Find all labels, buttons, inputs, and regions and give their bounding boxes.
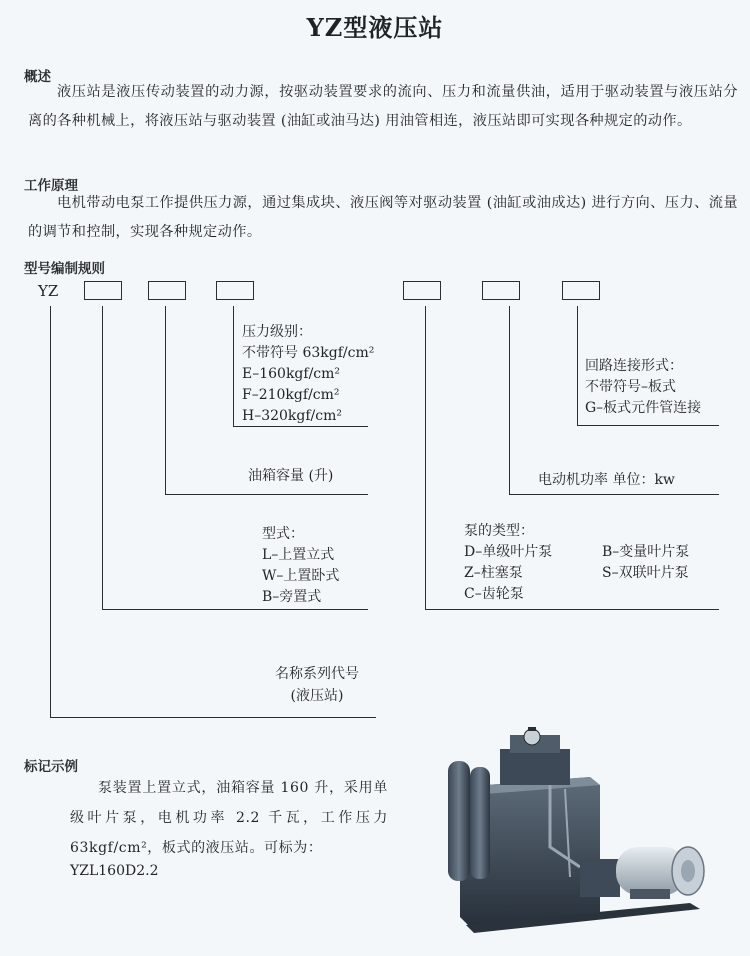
leader-circuit-base xyxy=(577,425,719,426)
leader-series xyxy=(50,306,51,718)
leader-pump xyxy=(425,306,426,610)
principle-paragraph: 电机带动电泵工作提供压力源，通过集成块、液压阀等对驱动装置 (油缸或油成达) 进行方向、压力、流量的调节和控制，实现各种规定动作。 xyxy=(28,195,738,240)
overview-paragraph: 液压站是液压传动装置的动力源，按驱动装置要求的流向、压力和流量供油，适用于驱动装置与液压站分离的各种机械上，将液压站与驱动装置 (油缸或油马达) 用油管相连，液压站即可实现各种规定的动作。 xyxy=(28,84,738,129)
leader-tank xyxy=(165,306,166,495)
example-model-code: YZL160D2.2 xyxy=(70,863,159,879)
example-heading: 标记示例 xyxy=(24,759,78,775)
leader-type-base xyxy=(102,609,368,610)
type-label: 型式： L–上置立式 W–上置卧式 B–旁置式 xyxy=(262,526,340,605)
overview-heading: 概述 xyxy=(24,69,51,85)
code-box-pressure xyxy=(216,281,254,300)
code-box-motor xyxy=(482,281,520,300)
code-box-pump xyxy=(403,281,441,300)
leader-type xyxy=(102,306,103,610)
example-paragraph: 泵装置上置立式，油箱容量 160 升，采用单级叶片泵，电机功率 2.2 千瓦，工作压力 63kgf/cm²，板式的液压站。可标为： xyxy=(70,780,388,856)
model-prefix: YZ xyxy=(38,282,59,300)
page-title: YZ型液压站 xyxy=(306,13,444,42)
leader-pump-base xyxy=(425,609,719,610)
hydraulic-station-photo xyxy=(430,727,712,937)
pump-label: 泵的类型： D–单级叶片泵 Z–柱塞泵 C–齿轮泵 B–变量叶片泵 S–双联叶片泵 xyxy=(464,523,690,602)
code-box-type xyxy=(84,281,122,300)
coding-heading: 型号编制规则 xyxy=(24,261,105,277)
leader-pressure xyxy=(233,306,234,427)
series-label: 名称系列代号 (液压站) xyxy=(275,666,359,704)
leader-motor xyxy=(509,306,510,495)
leader-circuit xyxy=(577,306,578,426)
leader-tank-base xyxy=(165,494,368,495)
pressure-label: 压力级别： 不带符号 63kgf/cm² E–160kgf/cm² F–210kgf/cm² H–320kgf/cm² xyxy=(242,324,375,424)
code-box-circuit xyxy=(562,281,600,300)
leader-series-base xyxy=(50,717,376,718)
leader-motor-base xyxy=(509,494,719,495)
principle-heading: 工作原理 xyxy=(24,178,78,194)
tank-label: 油箱容量 (升) xyxy=(248,468,334,484)
motor-label: 电动机功率 单位：kw xyxy=(538,472,675,488)
circuit-label: 回路连接形式： 不带符号–板式 G–板式元件管连接 xyxy=(585,358,702,416)
code-box-tank xyxy=(148,281,186,300)
